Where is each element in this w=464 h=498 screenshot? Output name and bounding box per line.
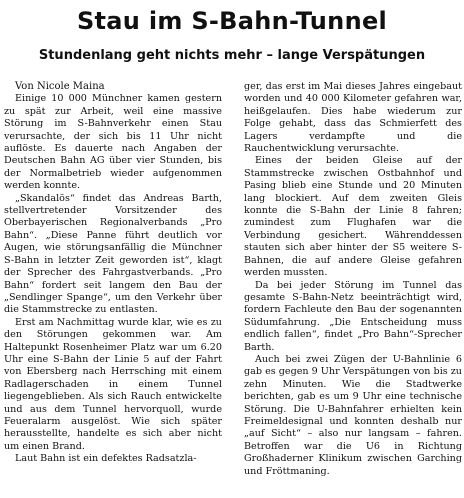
paragraph-pro-bahn-quote: „Skandalös“ findet das Andreas Barth, stellvertretender Vorsitzender des Oberbayerischen Regionalverbands „Pro Bahn“. „Diese Panne führt deutlich vor Augen, wie störungsanfällig die Münchner S-Bahn in letzter Zeit geworden ist“, klagt der Sprecher des Fahrgastverbands. „Pro Bahn“ fordert seit langem den Bau der „Sendlinger Spange“, um den Verkehr über die Stammstrecke zu entlasten.	[4, 192, 222, 316]
paragraph-intro: Einige 10 000 Münchner kamen gestern zu spät zur Arbeit, weil eine massive Störung im S-Bahnverkehr einen Stau verursachte, der sich bis 11 Uhr nicht auflöste. Es dauerte nach Angaben der Deutschen Bahn AG über vier Stunden, bis der Normalbetrieb wieder aufgenommen werden konnte.	[4, 93, 222, 192]
paragraph-bearing-defect-cont: ger, das erst im Mai dieses Jahres eingebaut worden und 40 000 Kilometer gefahren war, heißgelaufen. Dies habe wiederum zur Folge gehabt, dass das Schmierfett des Lagers verdampfte und die Rauchentwicklung verursachte.	[244, 81, 462, 155]
article-column-right	[244, 81, 462, 495]
paragraph-bearing-defect-start: Laut Bahn ist ein defektes Radsatzla-	[15, 453, 197, 465]
article-subheadline: Stundenlang geht nichts mehr – lange Verspätungen	[38, 48, 426, 63]
paragraph-u6-disruption: Auch bei zwei Zügen der U-Bahnlinie 6 gab es gegen 9 Uhr Verspätungen von bis zu zehn Minuten. Wie die Stadtwerke berichten, gab es um 9 Uhr eine technische Störung. Die U-Bahnfahrer erhielten kein Freimeldesignal und konnten deshalb nur „auf Sicht“ – also nur langsam – fahren. Betroffen war die U6 in Richtung Großhaderner Klinikum zwischen Garching und Fröttmaning.	[244, 353, 462, 477]
paragraph-suedumfahrung: Da bei jeder Störung im Tunnel das gesamte S-Bahn-Netz beeinträchtigt wird, fordern Fachleute den Bau der sogenannten Südumfahrung. „Die Entscheidung muss endlich fallen“, findet „Pro Bahn“-Sprecher Barth.	[244, 279, 462, 353]
paragraph-track-blockage: Eines der beiden Gleise auf der Stammstrecke zwischen Ostbahnhof und Pasing blieb eine Stunde und 20 Minuten lang blockiert. Auf dem zweiten Gleis konnte die S-Bahn der Linie 8 fahren; zumindest zum Flughafen war die Verbindung gesichert. Währenddessen stauten sich aber hinter der S5 weitere S-Bahnen, die auf andere Gleise gefahren werden mussten.	[244, 155, 462, 279]
article-byline: Von Nicole Maina	[15, 81, 105, 92]
paragraph-incident-cause: Erst am Nachmittag wurde klar, wie es zu den Störungen gekommen war. Am Haltepunkt Rosenheimer Platz war um 6.20 Uhr eine S-Bahn der Linie 5 auf der Fahrt von Ebersberg nach Herrsching mit einem Radlagerschaden in einem Tunnel liegengeblieben. Als sich Rauch entwickelte und aus dem Tunnel hervorquoll, wurde Feueralarm ausgelöst. Wie sich später herausstellte, handelte es sich aber nicht um einen Brand.	[4, 316, 222, 452]
article-headline: Stau im S-Bahn-Tunnel	[76, 7, 388, 35]
article-column-left	[4, 81, 222, 495]
